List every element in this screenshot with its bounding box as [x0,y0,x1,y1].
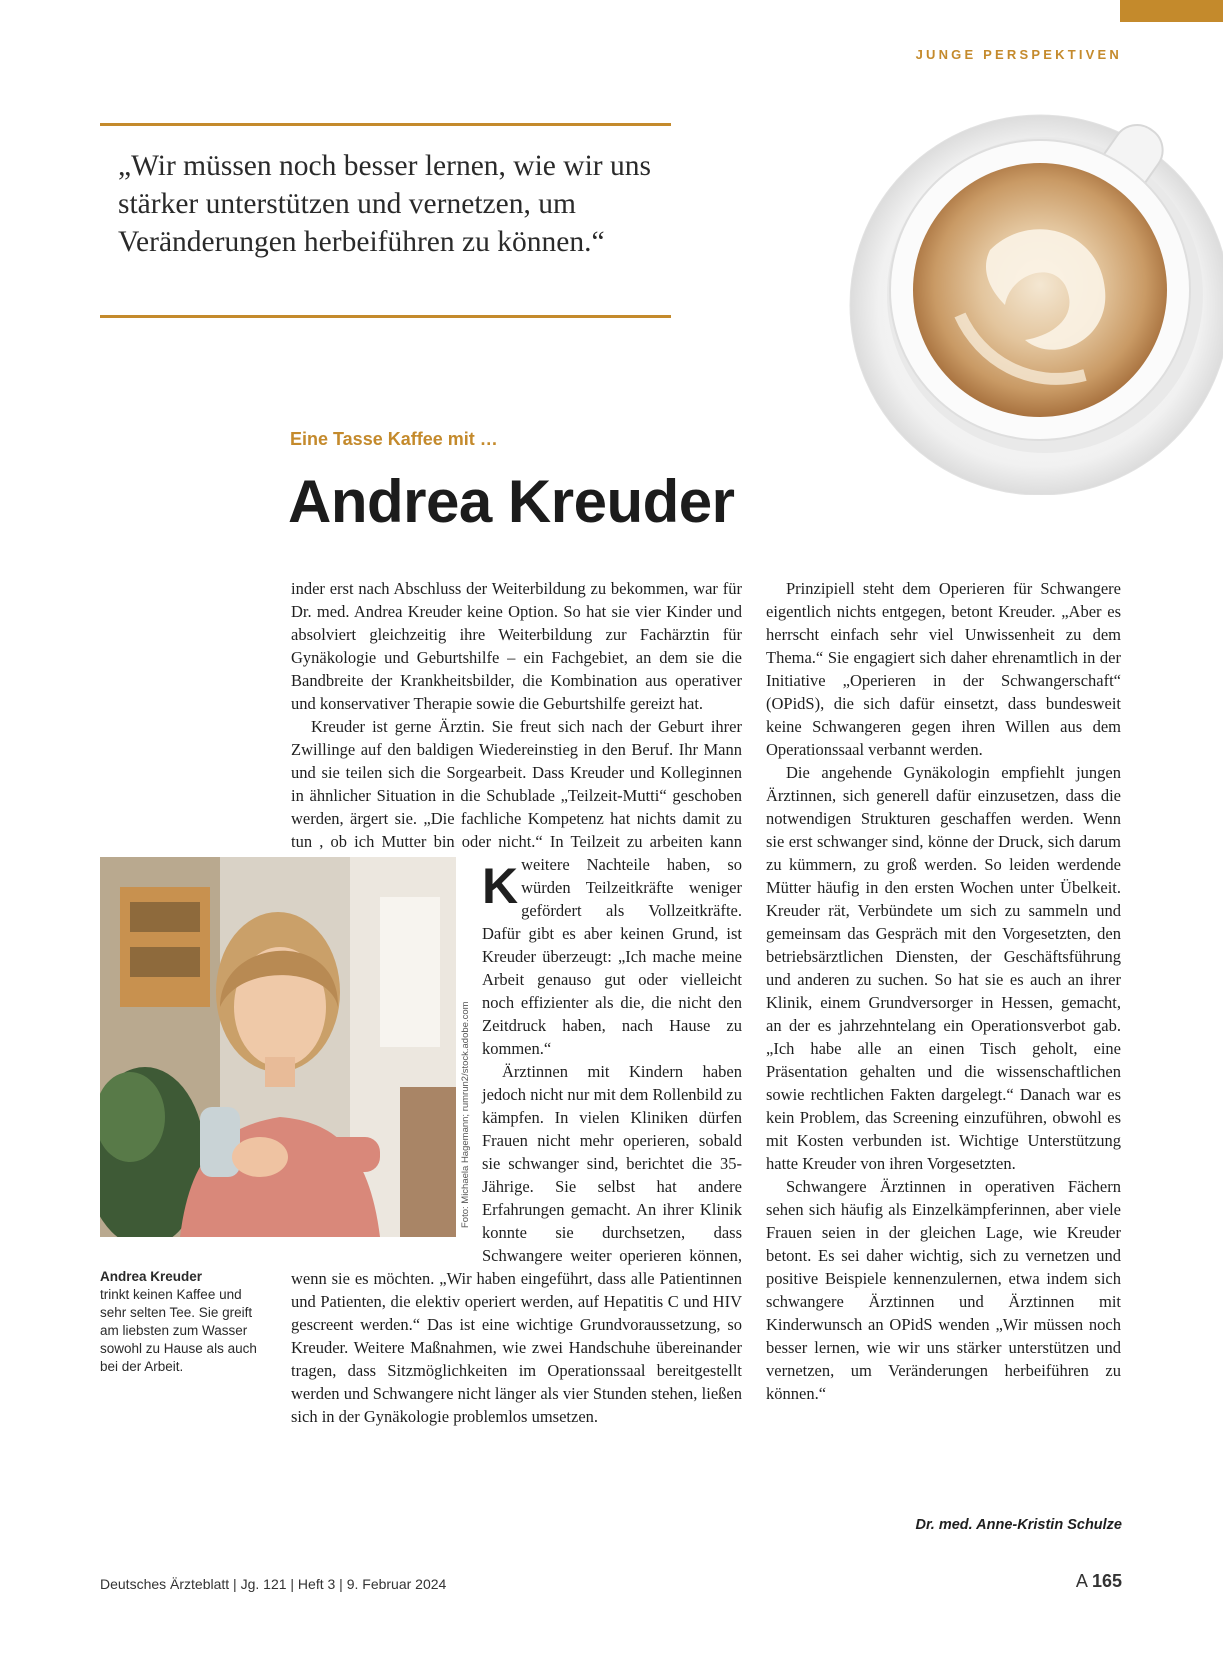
quote-rule-top [100,123,671,126]
coffee-cup-image [840,90,1223,495]
article-column-right [766,577,1121,1537]
article-paragraph: Die angehende Gynäkologin empfiehlt jungen Ärztinnen, sich generell dafür einzusetzen, dass die notwendigen Strukturen geschaffen werden. Wenn sie erst schwanger sind, könne der Druck, sich darum zu kümmern, zu groß werden. So leiden werdende Mütter häufig in den ersten Wochen unter Übelkeit. Kreuder rät, Verbündete um sich zu sammeln und gemeinsam das Gespräch mit den Vorgesetzten, den betriebsärztlichen Diensten, der Geschäftsführung und anderen zu suchen. So hat sie es auch an ihrer Klinik, einem Grundversorger in Hessen, gemacht, an der es jahrzehntelang ein Operationsverbot gab. „Ich habe alle an einen Tisch geholt, eine Präsentation gehalten und die wissenschaftlichen sowie rechtlichen Fakten dargelegt.“ Danach war es kein Problem, das Screening einzuführen, obwohl es mit Kosten verbunden ist. Wichtige Unterstützung hatte Kreuder von ihren Vorgesetzten. [766,763,1121,1173]
article-paragraph: Ärztinnen mit Kindern haben jedoch nicht nur mit dem Rollenbild zu kämpfen. In vielen Kliniken dürfen Frauen nicht mehr operieren, sobald sie schwanger sind, berichtet die 35-Jährige. Sie selbst hat andere Erfahrungen gemacht. An ihrer Klinik konnte sie durchsetzen, dass Schwangere weiter operieren können, wenn sie es möchten. „Wir haben eingeführt, dass alle Patientinnen und Patienten, die elektiv operiert werden, auf Hepatitis C und HIV gescreent werden.“ Das ist eine wichtige Grundvoraussetzung, so Kreuder. Weitere Maßnahmen, wie zwei Handschuhe übereinander tragen, dass Sitzmöglichkeiten im Operationssaal bereitgestellt werden und Schwangere nicht länger als vier Stunden stehen, ließen sich in der Gynäkologie problemlos umsetzen. [291,1062,742,1426]
author-signature: Dr. med. Anne-Kristin Schulze [915,1517,1122,1533]
page-prefix: A [1075,1571,1087,1591]
corner-color-tab [1120,0,1223,22]
article-kicker: Eine Tasse Kaffee mit … [290,429,498,449]
photo-caption [100,1268,270,1376]
dropcap: K [482,858,519,914]
article-paragraph: Prinzipiell steht dem Operieren für Schwangere eigentlich nichts entgegen, betont Kreuder. „Aber es herrscht einfach sehr viel Unwissenheit zu dem Thema.“ Sie engagiert sich daher ehrenamtlich in der Initiative „Operieren in der Schwangerschaft“ (OPidS), die sich dafür einsetzt, dass bundesweit keine Schwangeren gegen ihren Willen aus dem Operationssaal verbannt werden. [766,579,1121,759]
footer-page-number [1076,1571,1122,1592]
footer-publication: Deutsches Ärzteblatt | Jg. 121 | Heft 3 | 9. Februar 2024 [100,1576,447,1592]
article-paragraph: Schwangere Ärztinnen in operativen Fächern sehen sich häufig als Einzelkämpferinnen, aber viele Frauen seien in der gleichen Lage, wie Kreuder betont. Es sei daher wichtig, sich zu vernetzen und positive Beispiele kennenzulernen, etwa indem sich schwangere Ärztinnen und Ärztinnen mit Kinderwunsch an OPidS wenden „Wir müssen noch besser lernen, wie wir uns stärker unterstützen und vernetzen, um Veränderungen herbeiführen zu können.“ [766,1177,1121,1403]
pull-quote: „Wir müssen noch besser lernen, wie wir uns stärker unterstützen und vernetzen, um Veränderungen herbeiführen zu können.“ [118,150,651,258]
article-paragraph: K inder erst nach Abschluss der Weiterbildung zu bekommen, war für Dr. med. Andrea Kreuder keine Option. So hat sie vier Kinder und absolviert gleichzeitig ihre Weiterbildung zur Fachärztin für Gynäkologie und Geburtshilfe – ein Fachgebiet, an dem sie die Bandbreite der Krankheitsbilder, die Kombination aus operativer und konservativer Therapie sowie die Geburtshilfe gereizt hat. [291,579,742,914]
portrait-photo [100,857,456,1237]
article-paragraph: Kreuder ist gerne Ärztin. Sie freut sich nach der Geburt ihrer Zwillinge auf den baldigen Wiedereinstieg in den Beruf. Ihr Mann und sie teilen sich die Sorgearbeit. Dass Kreuder und Kolleginnen in ähnlicher Situation in die Schublade „Teilzeit-Mutti“ geschoben werden, ärgert sie. „Die fachliche Kompetenz hat nichts damit zu tun , ob ich Mutter bin oder nicht.“ In Teilzeit zu arbeiten kann weitere Nachteile haben, so würden Teilzeitkräfte weniger gefördert als Vollzeitkräfte. Dafür gibt es aber keinen Grund, ist Kreuder überzeugt: „Ich mache meine Arbeit genauso gut oder vielleicht noch effizienter als die, die nicht den Zeitdruck haben, nach Hause zu kommen.“ [291,717,742,1058]
caption-name: Andrea Kreuder [100,1269,203,1284]
photo-credit: Foto: Michaela Hagemann; rumrun2/stock.adobe.com [460,1001,471,1228]
section-label: JUNGE PERSPEKTIVEN [915,47,1122,62]
page-number: 165 [1091,1571,1122,1591]
caption-text: trinkt keinen Kaffee und sehr selten Tee. Sie greift am liebsten zum Wasser sowohl zu Hause als auch bei der Arbeit. [100,1287,257,1374]
article-headline: Andrea Kreuder [288,468,735,535]
quote-rule-bottom [100,315,671,318]
